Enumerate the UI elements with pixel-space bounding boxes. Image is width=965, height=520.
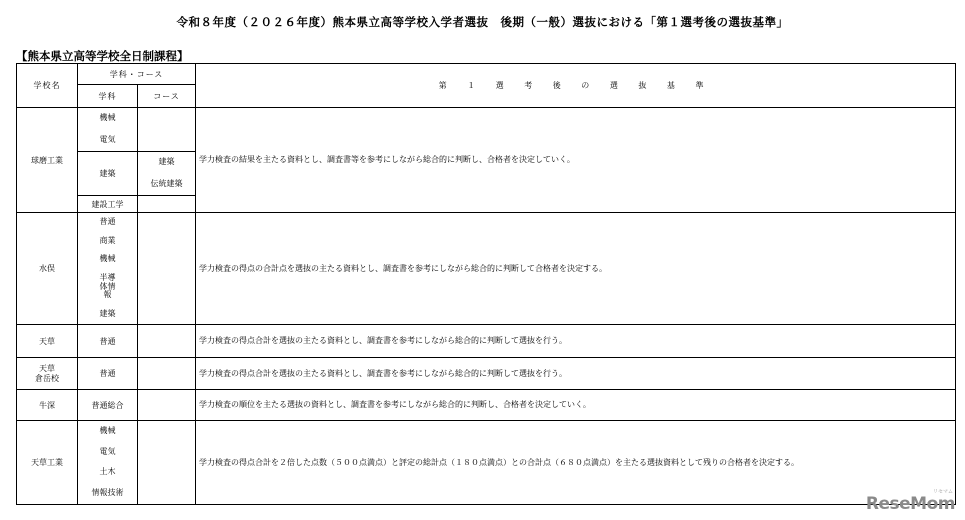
course-cell	[138, 325, 196, 358]
gakka-cell	[78, 421, 138, 505]
header-row	[17, 64, 956, 85]
course-cell	[138, 390, 196, 421]
gakka-item: 電気	[99, 446, 116, 456]
header-school: 学校名	[17, 64, 78, 108]
table-row	[17, 213, 956, 325]
criteria-cell: 学力検査の得点合計を２倍した点数（５００点満点）と評定の総計点（１８０点満点）との合計点（６８０点満点）を主たる選抜資料として残りの合格者を決定する。	[196, 421, 956, 505]
gakka-cell: 普通	[78, 325, 138, 358]
gakka-cell	[78, 108, 138, 152]
gakka-item: 半導体情報	[99, 272, 116, 300]
course-cell	[138, 108, 196, 152]
course-cell	[138, 152, 196, 196]
header-gakka: 学科	[78, 85, 138, 108]
gakka-item: 普通	[99, 217, 116, 227]
resemom-logo	[865, 489, 955, 514]
criteria-cell: 学力検査の得点合計を選抜の主たる資料とし、調査書を参考にしながら総合的に判断して選抜を行う。	[196, 358, 956, 390]
criteria-cell: 学力検査の得点の合計点を選抜の主たる資料とし、調査書を参考にしながら総合的に判断して合格者を決定する。	[196, 213, 956, 325]
course-cell	[138, 213, 196, 325]
table-row	[17, 390, 956, 421]
school-name-line: 天草	[39, 364, 55, 374]
logo-text: ReseMom	[865, 494, 955, 514]
criteria-cell: 学力検査の結果を主たる資料とし、調査書等を参考にしながら総合的に判断し、合格者を決定していく。	[196, 108, 956, 213]
gakka-item: 土木	[99, 467, 116, 477]
selection-criteria-table	[16, 63, 956, 505]
header-criteria: 第 １ 選 考 後 の 選 抜 基 準	[196, 64, 956, 108]
gakka-item: 機械	[99, 113, 116, 123]
school-name: 牛深	[17, 390, 78, 421]
course-item: 建築	[158, 157, 175, 167]
course-item: 伝統建築	[150, 178, 183, 188]
school-name	[17, 358, 78, 390]
gakka-cell: 普通総合	[78, 390, 138, 421]
gakka-item: 機械	[99, 426, 116, 436]
gakka-cell: 建築	[78, 152, 138, 196]
school-name: 天草	[17, 325, 78, 358]
school-name-line: 倉岳校	[35, 373, 59, 383]
course-cell	[138, 421, 196, 505]
gakka-cell	[78, 213, 138, 325]
gakka-item: 商業	[99, 235, 116, 245]
gakka-item: 建築	[99, 308, 116, 318]
course-cell	[138, 196, 196, 213]
school-name: 天草工業	[17, 421, 78, 505]
table-row	[17, 421, 956, 505]
page-title: 令和８年度（２０２６年度）熊本県立高等学校入学者選抜 後期（一般）選抜における「第１選考後の選抜基準」	[176, 15, 789, 29]
criteria-cell: 学力検査の得点合計を選抜の主たる資料とし、調査書を参考にしながら総合的に判断して選抜を行う。	[196, 325, 956, 358]
logo-subtext: リセマム	[933, 489, 953, 495]
gakka-cell: 建設工学	[78, 196, 138, 213]
gakka-item: 機械	[99, 254, 116, 264]
gakka-item: 電気	[99, 134, 116, 144]
table-row	[17, 108, 956, 152]
criteria-cell: 学力検査の順位を主たる選抜の資料とし、調査書を参考にしながら総合的に判断し、合格者を決定していく。	[196, 390, 956, 421]
header-course: コース	[138, 85, 196, 108]
gakka-cell: 普通	[78, 358, 138, 390]
gakka-item: 情報技術	[91, 487, 124, 497]
school-name: 球磨工業	[17, 108, 78, 213]
section-heading: 【熊本県立高等学校全日制課程】	[16, 49, 189, 63]
table-row	[17, 325, 956, 358]
school-name: 水俣	[17, 213, 78, 325]
course-cell	[138, 358, 196, 390]
table-row	[17, 358, 956, 390]
header-gakka-course: 学科・コース	[78, 64, 196, 85]
